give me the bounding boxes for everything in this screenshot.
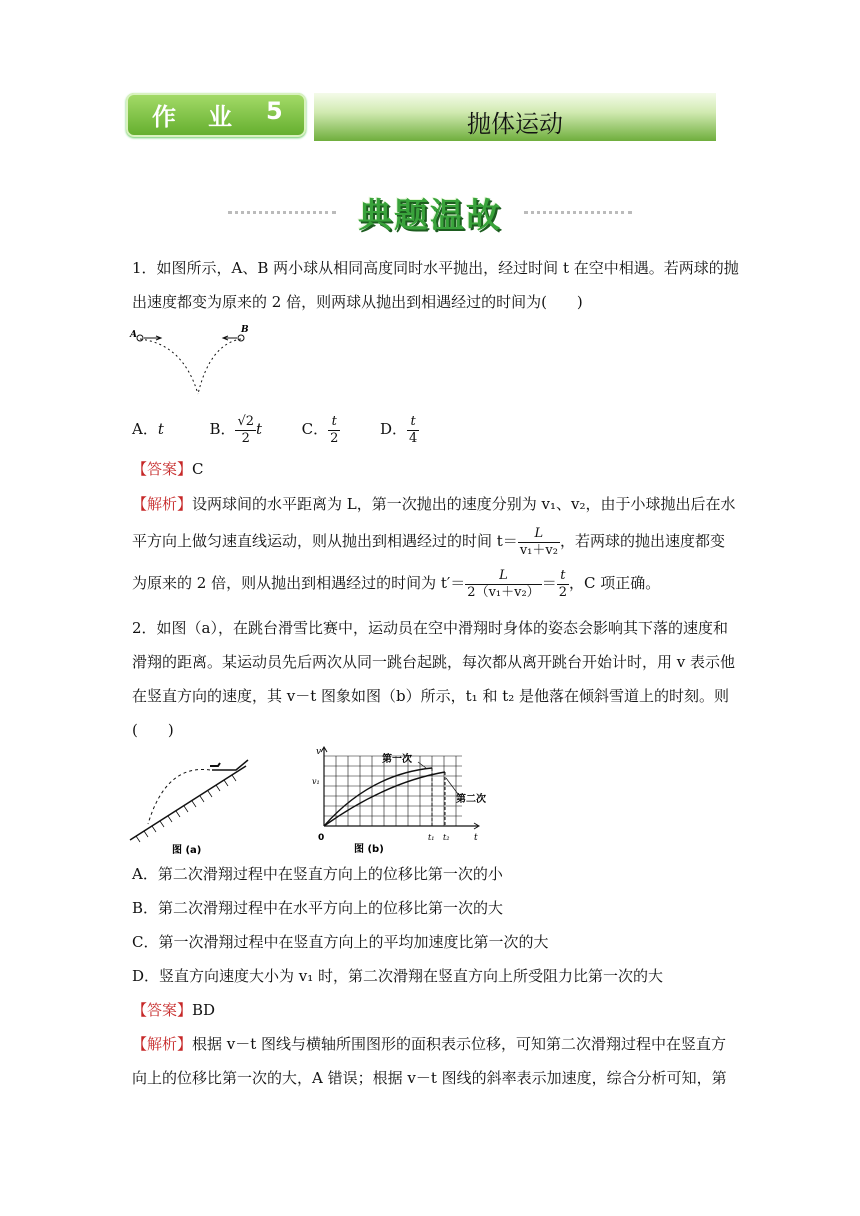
q2-answer xyxy=(132,1000,732,1020)
analysis-text: ，C 项正确。 xyxy=(568,574,661,592)
figure-b-vt-graph xyxy=(310,744,500,854)
trajectory-b xyxy=(198,339,241,394)
q1-options xyxy=(132,410,732,448)
page-title: 抛体运动 xyxy=(467,110,563,138)
fig-label-a: A xyxy=(130,330,137,340)
homework-number: 5 xyxy=(266,97,283,125)
dotted-divider xyxy=(524,211,632,218)
q2-stem-line: 在竖直方向的速度，其 v－t 图象如图（b）所示，t₁ 和 t₂ 是他落在倾斜雪道上的时刻。则 xyxy=(132,687,730,705)
option-a-prefix: A． xyxy=(132,420,158,438)
q2-analysis-line: 向上的位移比第一次的大，A 错误；根据 v－t 图线的斜率表示加速度，综合分析可知，第 xyxy=(132,1069,727,1087)
answer-value: C xyxy=(192,460,204,478)
answer-label: 【答案】 xyxy=(132,460,193,478)
option-c-fraction: $\frac{t}{2}$ xyxy=(330,413,339,446)
skier-icon xyxy=(210,763,220,766)
option-a-value: t xyxy=(157,420,164,438)
t-axis-label: t xyxy=(474,833,478,843)
first-leader-line xyxy=(418,762,426,768)
q2-option-c: C．第一次滑翔过程中在竖直方向上的平均加速度比第一次的大 xyxy=(132,933,549,951)
analysis-text: 根据 v－t 图线与横轴所围图形的面积表示位移，可知第二次滑翔过程中在竖直方 xyxy=(192,1035,727,1053)
q2-option-d: D．竖直方向速度大小为 v₁ 时，第二次滑翔在竖直方向上所受阻力比第一次的大 xyxy=(132,967,664,985)
section-banner xyxy=(228,190,632,234)
option-d-fraction: $\frac{t}{4}$ xyxy=(408,413,418,446)
analysis-label: 【解析】 xyxy=(132,1035,193,1053)
equals-sign: ＝ xyxy=(541,574,557,592)
fig-label-b: B xyxy=(241,325,249,335)
figure-a-ski-jump xyxy=(126,756,260,856)
answer-label: 【答案】 xyxy=(132,1001,193,1019)
dotted-divider xyxy=(228,211,336,218)
q2-stem-line: ( ) xyxy=(132,721,174,739)
ball-a xyxy=(137,335,143,341)
analysis-label: 【解析】 xyxy=(132,495,193,513)
second-jump-label: 第二次 xyxy=(456,794,486,805)
option-b-suffix: t xyxy=(256,420,263,438)
q1-answer xyxy=(132,459,732,479)
figure-b-caption: 图 (b) xyxy=(354,844,384,854)
v1-label: v₁ xyxy=(312,777,320,786)
result-fraction: $\frac{t}{2}$ xyxy=(558,567,567,600)
first-jump-label: 第一次 xyxy=(382,754,412,765)
q1-stem-line: 1．如图所示，A、B 两小球从相同高度同时水平抛出，经过时间 t 在空中相遇。若两球的抛 xyxy=(132,259,739,277)
graph-grid xyxy=(324,756,462,826)
option-b-prefix: B． xyxy=(209,420,236,438)
section-title: 典题温故 xyxy=(358,196,502,236)
v-axis-label: v xyxy=(316,747,322,757)
homework-tab-char: 业 xyxy=(208,103,232,131)
q1-analysis-line xyxy=(132,522,732,560)
ball-b xyxy=(238,335,244,341)
slope-hatching xyxy=(136,775,236,842)
homework-tab-char: 作 xyxy=(152,103,176,131)
q1-analysis-line xyxy=(132,564,732,602)
analysis-text: 平方向上做匀速直线运动，则从抛出到相遇经过的时间 t＝ xyxy=(132,532,518,550)
time-fraction: $\frac{L}{\text{v₁＋v₂}}$ xyxy=(519,525,558,558)
slope-line xyxy=(130,766,246,840)
t2-label: t₂ xyxy=(443,833,450,842)
option-b-fraction: $\frac{√2}{2}$ xyxy=(237,413,255,446)
analysis-text: 设两球间的水平距离为 L，第一次抛出的速度分别为 v₁、v₂，由于小球抛出后在水 xyxy=(192,495,736,513)
q1-stem-line: 出速度都变为原来的 2 倍，则两球从抛出到相遇经过的时间为( ) xyxy=(132,293,583,311)
option-d-prefix: D． xyxy=(379,420,407,438)
q2-stem-line: 2．如图（a），在跳台滑雪比赛中，运动员在空中滑翔时身体的姿态会影响其下落的速度和 xyxy=(132,619,728,637)
q1-analysis-line xyxy=(132,494,736,514)
figure-a-caption: 图 (a) xyxy=(172,845,202,856)
option-c-prefix: C． xyxy=(301,420,329,438)
q2-option-b: B．第二次滑翔过程中在水平方向上的位移比第一次的大 xyxy=(132,899,504,917)
t1-label: t₁ xyxy=(428,833,435,842)
trajectory-a xyxy=(140,339,198,394)
answer-value: BD xyxy=(192,1001,216,1019)
q2-stem-line: 滑翔的距离。某运动员先后两次从同一跳台起跳，每次都从离开跳台开始计时，用 v 表示他 xyxy=(132,653,736,671)
q1-figure xyxy=(128,322,260,402)
origin-label: 0 xyxy=(318,833,325,843)
analysis-text: 为原来的 2 倍，则从抛出到相遇经过的时间为 t′＝ xyxy=(132,574,466,592)
q2-analysis-line xyxy=(132,1034,732,1054)
new-time-fraction: $\frac{L}{\text{2（v₁＋v₂）}}$ xyxy=(467,567,540,600)
first-jump-curve xyxy=(324,768,432,826)
analysis-text: ，若两球的抛出速度都变 xyxy=(559,532,725,550)
q2-option-a: A．第二次滑翔过程中在竖直方向上的位移比第一次的小 xyxy=(132,865,503,883)
homework-tab xyxy=(126,93,306,137)
